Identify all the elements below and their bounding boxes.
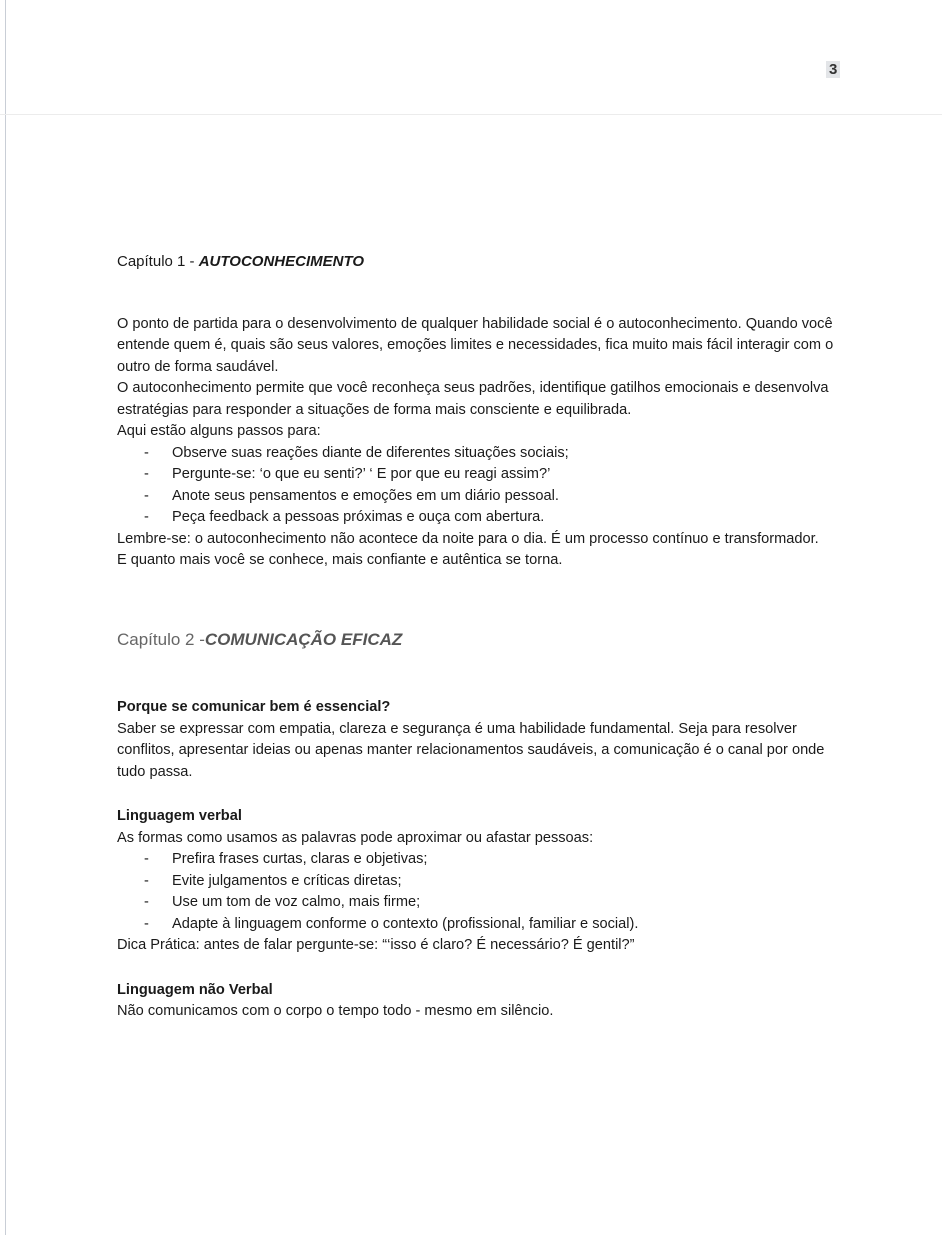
section-text: Saber se expressar com empatia, clareza e segurança é uma habilidade fundamental. Seja para resolver conflitos, apresentar ideias ou apenas manter relacionamentos saudáveis, a comunicação é o canal por onde tudo passa. [117,720,825,780]
chapter1-paragraph-2: O autoconhecimento permite que você reconheça seus padrões, identifique gatilhos emocionais e desenvolva estratégias para responder a situações de forma mais consciente e equilibrada. [117,380,829,418]
list-item: - Use um tom de voz calmo, mais firme; [117,892,837,914]
chapter2-title [117,629,837,651]
chapter1-title [117,251,837,273]
chapter2-section-verbal [117,806,837,957]
list-item: - Peça feedback a pessoas próximas e ouça com abertura. [117,507,837,529]
chapter2-section-importance [117,697,837,783]
list-item: - Evite julgamentos e críticas diretas; [117,871,837,893]
page-left-border [5,0,6,1235]
verbal-tips-list [117,849,837,935]
chapter1-title-text: AUTOCONHECIMENTO [198,253,365,270]
list-item: - Prefira frases curtas, claras e objetivas; [117,849,837,871]
page-number: 3 [826,61,840,78]
list-item: - Anote seus pensamentos e emoções em um diário pessoal. [117,486,837,508]
list-item: - Observe suas reações diante de diferentes situações sociais; [117,443,837,465]
page-header [0,0,942,115]
page-content [117,251,837,1023]
chapter1-paragraph-1: O ponto de partida para o desenvolvimento de qualquer habilidade social é o autoconhecimento. Quando você entende quem é, quais são seus valores, emoções limites e necessidades, fica muito mais fácil interagir com o outro de forma saudável. [117,315,834,375]
chapter2-section-nonverbal [117,980,837,1023]
practical-tip: Dica Prática: antes de falar pergunte-se: “‘isso é claro? É necessário? É gentil?” [117,937,635,953]
chapter1-steps-list [117,443,837,529]
chapter1-body [117,314,837,572]
section-heading: Porque se comunicar bem é essencial? [117,699,391,715]
chapter1-closing: E quanto mais você se conhece, mais confiante e autêntica se torna. [117,552,563,568]
section-heading: Linguagem não Verbal [117,981,273,998]
chapter2-title-text: COMUNICAÇÃO EFICAZ [204,629,403,649]
section-text: Não comunicamos com o corpo o tempo todo - mesmo em silêncio. [117,1003,554,1019]
chapter1-steps-intro: Aqui estão alguns passos para: [117,423,321,439]
chapter2-label: Capítulo 2 - [117,629,205,649]
list-item: - Adapte à linguagem conforme o contexto (profissional, familiar e social). [117,914,837,936]
list-item: - Pergunte-se: ‘o que eu senti?’ ‘ E por que eu reagi assim?’ [117,464,837,486]
section-heading: Linguagem verbal [117,808,242,824]
chapter1-reminder: Lembre-se: o autoconhecimento não acontece da noite para o dia. É um processo contínuo e transformador. [117,530,819,547]
section-intro: As formas como usamos as palavras pode aproximar ou afastar pessoas: [117,829,594,846]
chapter1-label: Capítulo 1 - [117,253,199,270]
